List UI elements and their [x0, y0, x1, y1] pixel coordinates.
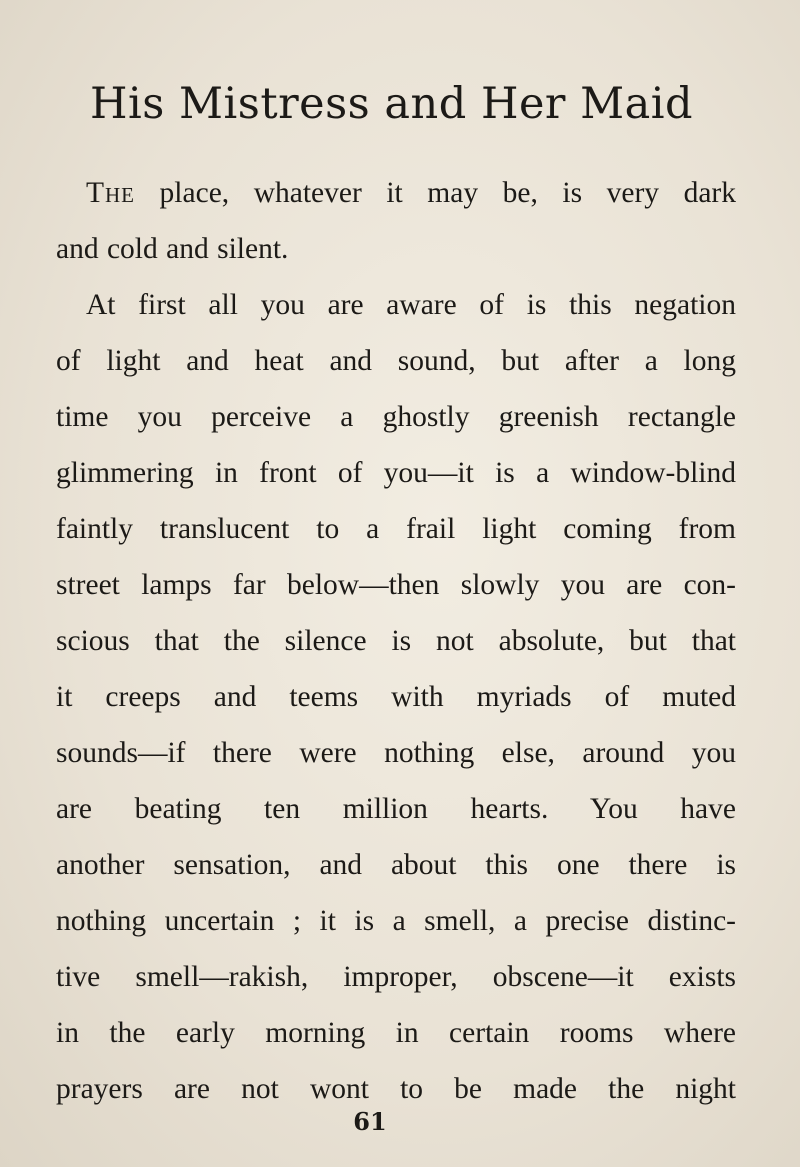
text-line: faintly translucent to a frail light coming from: [56, 513, 736, 545]
text-line: sounds—if there were nothing else, around you: [56, 737, 736, 769]
opening-word: The: [86, 177, 136, 209]
text-line: At first all you are aware of is this negation: [86, 289, 736, 321]
page-number: 61: [353, 1107, 387, 1136]
text-line: prayers are not wont to be made the night: [56, 1073, 736, 1105]
text-line: nothing uncertain ; it is a smell, a precise distinc-: [56, 905, 736, 937]
chapter-title: His Mistress and Her Maid: [90, 79, 694, 129]
text-line: scious that the silence is not absolute, but that: [56, 625, 736, 657]
text-line: another sensation, and about this one there is: [56, 849, 736, 881]
text-line-rest: place, whatever it may be, is very dark: [135, 177, 736, 209]
text-line: are beating ten million hearts. You have: [56, 793, 736, 825]
text-line: it creeps and teems with myriads of muted: [56, 681, 736, 713]
text-line: and cold and silent.: [56, 233, 289, 265]
text-line: tive smell—rakish, improper, obscene—it exists: [56, 961, 736, 993]
text-line: in the early morning in certain rooms where: [56, 1017, 736, 1049]
text-line: [56, 165, 736, 221]
text-line: glimmering in front of you—it is a window-blind: [56, 457, 736, 489]
text-line: of light and heat and sound, but after a long: [56, 345, 736, 377]
text-line: time you perceive a ghostly greenish rectangle: [56, 401, 736, 433]
body-text: [56, 165, 736, 1117]
text-line: street lamps far below—then slowly you are con-: [56, 569, 736, 601]
